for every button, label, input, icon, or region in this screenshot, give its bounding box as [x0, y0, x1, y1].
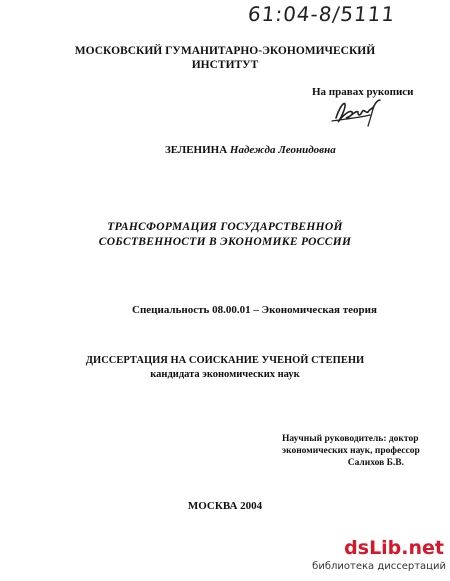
dissertation-title — [0, 220, 450, 250]
author-given-names: Надежда Леонидовна — [229, 144, 336, 156]
author-surname: ЗЕЛЕНИНА — [165, 144, 228, 156]
title-line1: ТРАНСФОРМАЦИЯ ГОСУДАРСТВЕННОЙ — [107, 221, 343, 233]
specialty: Специальность 08.00.01 – Экономическая теория — [132, 304, 377, 316]
institute-name — [0, 44, 450, 72]
manuscript-rights: На правах рукописи — [312, 86, 414, 98]
supervisor-name: Салихов Б.В. — [347, 458, 404, 468]
degree-line2: кандидата экономических наук — [150, 369, 300, 380]
archive-code: 61:04-8/5111 — [246, 2, 397, 26]
author-name — [165, 144, 336, 156]
watermark[interactable] — [306, 536, 450, 581]
institute-line1: МОСКОВСКИЙ ГУМАНИТАРНО-ЭКОНОМИЧЕСКИЙ — [74, 45, 376, 57]
watermark-logo[interactable]: dsLib.net — [344, 537, 444, 559]
watermark-caption: библиотека диссертаций — [312, 561, 446, 572]
supervisor-line1: Научный руководитель: доктор — [282, 434, 419, 444]
supervisor-block — [282, 433, 432, 469]
institute-line2: ИНСТИТУТ — [191, 59, 259, 71]
degree-line1: ДИССЕРТАЦИЯ НА СОИСКАНИЕ УЧЕНОЙ СТЕПЕНИ — [85, 355, 365, 366]
handwritten-signature — [330, 94, 384, 128]
title-line2: СОБСТВЕННОСТИ В ЭКОНОМИКЕ РОССИИ — [98, 236, 352, 248]
degree-statement — [0, 354, 450, 382]
city-year: МОСКВА 2004 — [187, 500, 263, 512]
supervisor-line2: экономических наук, профессор — [282, 446, 420, 456]
